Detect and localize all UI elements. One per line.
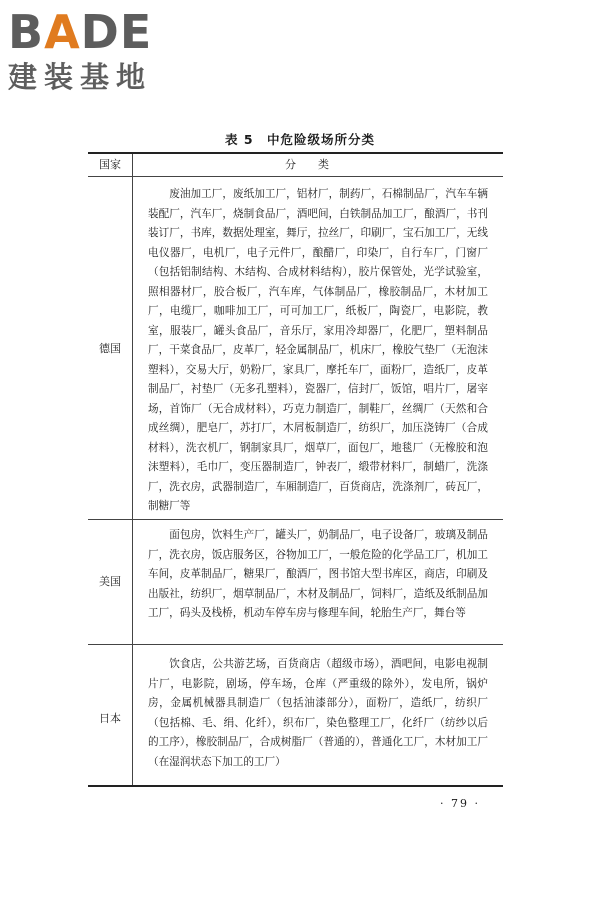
- logo-subtitle: 建装基地: [8, 60, 153, 94]
- column-divider: [132, 154, 133, 785]
- classification-table: [88, 152, 503, 787]
- row-classification-germany: 废油加工厂，废纸加工厂，铝材厂，制药厂，石棉制品厂，汽车车辆装配厂，汽车厂，烧制食品厂，酒吧间，白铁制品加工厂，酿酒厂，书刊装订厂，书库，数据处理室，舞厅，拉丝厂，印刷厂，宝石加工厂，无线电仪器厂，电机厂，电子元件厂，酿醋厂，印染厂，自行车厂，门窗厂（包括铝制结构、木结构、合成材料结构），胶片保管处，光学试验室，照相器材厂，胶合板厂，汽车库，气体制品厂，橡胶制品厂，木材加工厂，电缆厂，咖啡加工厂，可可加工厂，纸板厂，陶瓷厂，电影院，教室，服装厂，罐头食品厂，音乐厅，家用冷却器厂，化肥厂，塑料制品厂，干菜食品厂，皮革厂，轻金属制品厂，机床厂，橡胶气垫厂（无泡沫塑料），交易大厅，奶粉厂，家具厂，摩托车厂，面粉厂，造纸厂，皮革制品厂，衬垫厂（无多孔塑料），瓷器厂，信封厂，饭馆，唱片厂，屠宰场，首饰厂（无合成材料），巧克力制造厂，制鞋厂，丝绸厂（天然和合成丝绸），肥皂厂，苏打厂，木屑板制造厂，纺织厂，加压浇铸厂（合成材料），洗衣机厂，钢制家具厂，烟草厂，面包厂，地毯厂（无橡胶和泡沫塑料），毛巾厂，变压器制造厂，钟表厂，缎带材料厂，制蜡厂，洗涤厂，洗衣房，武器制造厂，车厢制造厂，百货商店，洗涤剂厂，砖瓦厂，制糖厂等: [148, 188, 488, 512]
- logo-accent-letter: A: [44, 5, 81, 59]
- page-number: · 79 ·: [440, 797, 480, 810]
- header-country: 国家: [99, 158, 121, 171]
- header-classification: 分类: [285, 158, 351, 171]
- header-divider: [88, 176, 503, 177]
- row-classification-usa: 面包房，饮料生产厂，罐头厂，奶制品厂，电子设备厂，玻璃及制品厂，洗衣房，饭店服务区，谷物加工厂，一般危险的化学品工厂，机加工车间，皮革制品厂，糖果厂，酿酒厂，图书馆大型书库区，商店，印刷及出版社，纺织厂，烟草制品厂，木材及制品厂，饲料厂，造纸及纸制品加工厂，码头及栈桥，机动车停车房与修理车间，轮胎生产厂，舞台等: [148, 529, 488, 619]
- logo-wordmark: [8, 6, 178, 58]
- row-country-germany: 德国: [99, 342, 121, 355]
- table-title: 表 5 中危险级场所分类: [224, 132, 376, 147]
- logo-brand-text: BADE: [8, 5, 153, 59]
- row-divider: [88, 644, 503, 645]
- row-classification-japan: 饮食店，公共游艺场，百货商店（超级市场），酒吧间，电影电视制片厂，电影院，剧场，停车场，仓库（严重级的除外），发电所，锅炉房，金属机械器具制造厂（包括油漆部分），面粉厂，造纸厂，纺织厂（包括棉、毛、绢、化纤），织布厂，染色整理工厂，化纤厂（纺纱以后的工序），橡胶制品厂，合成树脂厂（普通的），普通化工厂，木材加工厂（在湿润状态下加工的工厂）: [148, 658, 488, 768]
- row-country-japan: 日本: [99, 712, 121, 725]
- watermark-logo: [8, 6, 178, 94]
- row-divider: [88, 519, 503, 520]
- row-country-usa: 美国: [99, 575, 121, 588]
